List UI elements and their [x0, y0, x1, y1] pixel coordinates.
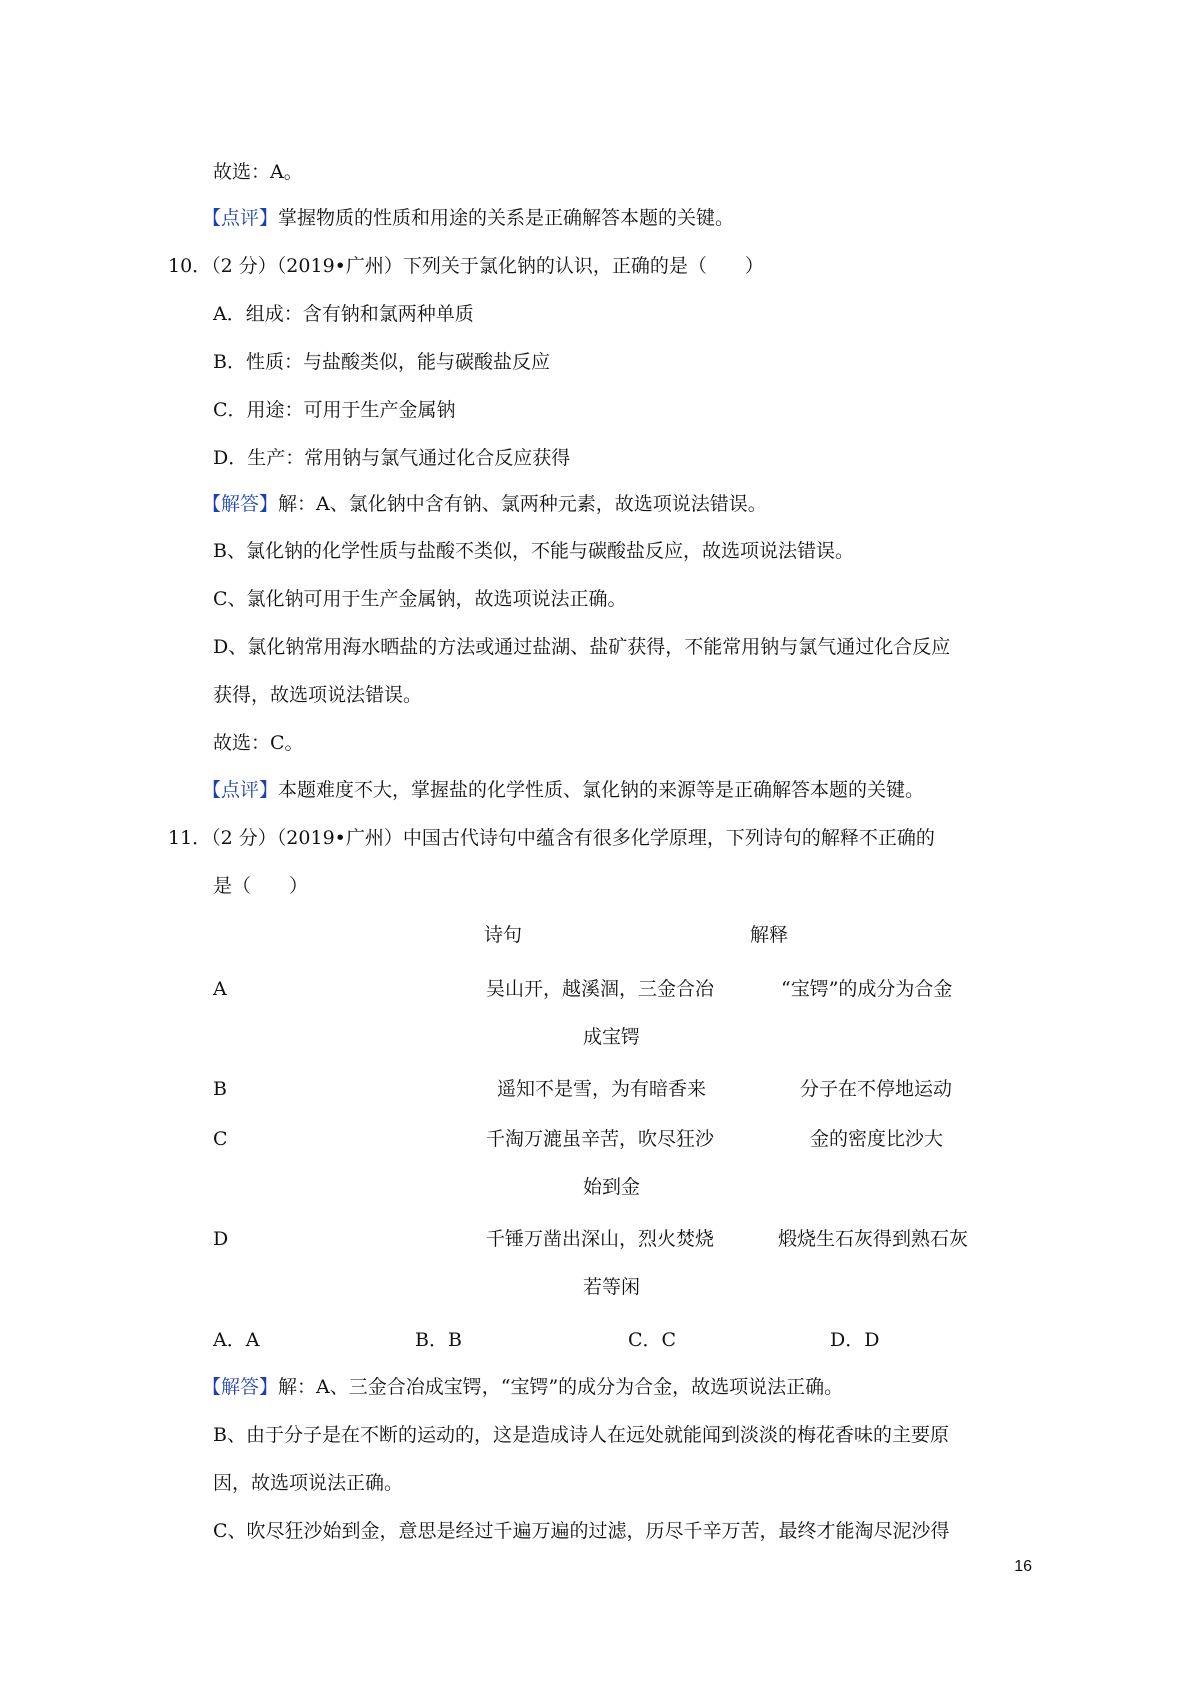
q11-answer-c-line1: C、吹尽狂沙始到金，意思是经过千遍万遍的过滤，历尽千辛万苦，最终才能淘尽泥沙得: [213, 1520, 950, 1542]
table-row-explanation: 煅烧生石灰得到熟石灰: [778, 1228, 969, 1250]
table-row-label: A: [213, 978, 227, 1000]
table-row-explanation: “宝锷”的成分为合金: [781, 978, 953, 1000]
question-10-stem: 10．（2 分）（2019•广州）下列关于氯化钠的认识，正确的是（ ）: [168, 255, 764, 277]
question-11-stem-line2: 是（ ）: [213, 875, 309, 897]
comment-tag: 【点评】: [202, 207, 279, 229]
q11-option-b: B．B: [415, 1329, 462, 1351]
q10-choose: 故选：C。: [213, 732, 304, 754]
table-header-poem: 诗句: [484, 924, 523, 946]
answer-tag: 【解答】: [202, 1376, 279, 1398]
table-row-poem-line1: 千锤万凿出深山，烈火焚烧: [486, 1228, 715, 1250]
q10-answer-b: B、氯化钠的化学性质与盐酸不类似，不能与碳酸盐反应，故选项说法错误。: [213, 540, 854, 562]
q10-answer-c: C、氯化钠可用于生产金属钠，故选项说法正确。: [213, 588, 627, 610]
table-row-explanation: 分子在不停地运动: [800, 1078, 953, 1100]
q10-option-c: C．用途：可用于生产金属钠: [213, 399, 456, 421]
q10-option-a: A．组成：含有钠和氯两种单质: [213, 303, 474, 325]
comment-tag: 【点评】: [202, 779, 279, 801]
comment-text: 掌握物质的性质和用途的关系是正确解答本题的关键。: [278, 207, 735, 229]
answer-text: 解：A、三金合冶成宝锷，“宝锷”的成分为合金，故选项说法正确。: [278, 1376, 844, 1398]
q11-answer-line: [202, 1375, 843, 1399]
table-header-explanation: 解释: [750, 924, 789, 946]
q11-option-a: A．A: [213, 1329, 260, 1351]
q10-answer-line: [202, 492, 767, 516]
question-11-stem-line1: 11．（2 分）（2019•广州）中国古代诗句中蕴含有很多化学原理，下列诗句的解释不正确的: [168, 827, 935, 849]
answer-tag: 【解答】: [202, 493, 279, 515]
q11-answer-b-line2: 因，故选项说法正确。: [213, 1472, 404, 1494]
q11-option-d: D．D: [830, 1329, 880, 1351]
q10-option-d: D．生产：常用钠与氯气通过化合反应获得: [213, 447, 571, 469]
table-row-label: D: [213, 1228, 229, 1250]
table-row-poem-line2: 成宝锷: [583, 1026, 641, 1048]
answer-text: 解：A、氯化钠中含有钠、氯两种元素，故选项说法错误。: [278, 493, 767, 515]
q10-comment-line: [202, 778, 924, 802]
comment-line: [202, 206, 734, 230]
comment-text: 本题难度不大，掌握盐的化学性质、氯化钠的来源等是正确解答本题的关键。: [278, 779, 925, 801]
q10-answer-d-line2: 获得，故选项说法错误。: [213, 684, 423, 706]
q11-option-c: C．C: [628, 1329, 677, 1351]
table-row-poem-line2: 始到金: [583, 1176, 641, 1198]
q10-answer-d-line1: D、氯化钠常用海水晒盐的方法或通过盐湖、盐矿获得，不能常用钠与氯气通过化合反应: [213, 636, 951, 658]
answer-line: 故选：A。: [213, 161, 303, 183]
table-row-label: C: [213, 1128, 228, 1150]
table-row-poem-line1: 千淘万漉虽辛苦，吹尽狂沙: [486, 1128, 715, 1150]
table-row-poem-line2: 若等闲: [583, 1276, 641, 1298]
table-row-poem-line1: 吴山开，越溪涸，三金合冶: [486, 978, 715, 1000]
q11-answer-b-line1: B、由于分子是在不断的运动的，这是造成诗人在远处就能闻到淡淡的梅花香味的主要原: [213, 1424, 949, 1446]
table-row-label: B: [213, 1078, 227, 1100]
q10-option-b: B．性质：与盐酸类似，能与碳酸盐反应: [213, 351, 550, 373]
table-row-poem-line1: 遥知不是雪，为有暗香来: [497, 1078, 707, 1100]
table-row-explanation: 金的密度比沙大: [810, 1128, 944, 1150]
page-number: 16: [1014, 1558, 1032, 1575]
